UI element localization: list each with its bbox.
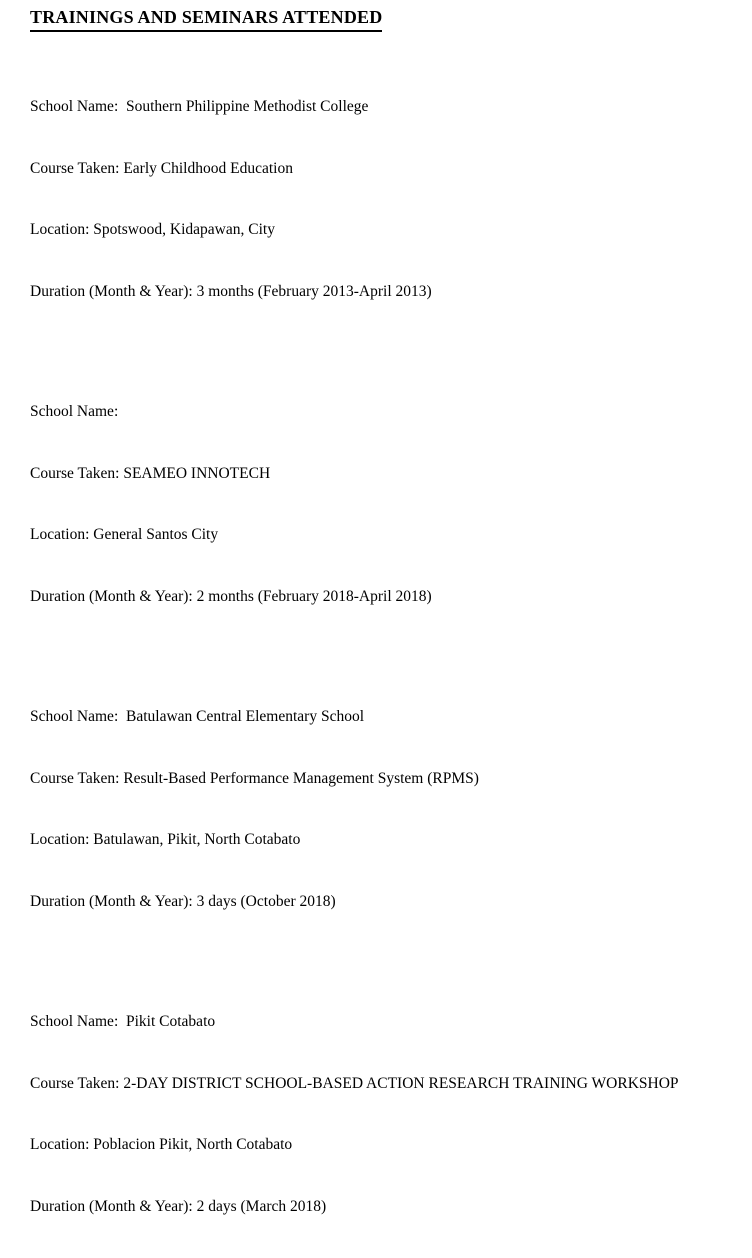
duration-line: Duration (Month & Year): 2 days (March 2018)	[30, 1197, 327, 1215]
location-line: Location: Poblacion Pikit, North Cotabato	[30, 1136, 293, 1153]
training-entry	[30, 56, 732, 343]
training-entry	[30, 361, 732, 648]
school-name-line: School Name: Southern Philippine Methodist College	[30, 98, 369, 115]
course-taken-line: Course Taken: 2-DAY DISTRICT SCHOOL-BASED ACTION RESEARCH TRAINING WORKSHOP	[30, 1074, 679, 1092]
section-title: TRAININGS AND SEMINARS ATTENDED	[30, 6, 382, 32]
location-line: Location: General Santos City	[30, 526, 219, 543]
duration-line: Duration (Month & Year): 3 days (October 2018)	[30, 892, 336, 910]
location-line: Location: Spotswood, Kidapawan, City	[30, 221, 275, 238]
training-entry	[30, 666, 732, 953]
course-taken-line: Course Taken: Result-Based Performance Management System (RPMS)	[30, 769, 479, 787]
course-taken-line: Course Taken: Early Childhood Education	[30, 159, 293, 177]
school-name-line: School Name: Batulawan Central Elementary School	[30, 708, 365, 725]
duration-line: Duration (Month & Year): 3 months (February 2013-April 2013)	[30, 282, 432, 300]
training-entries-list	[30, 56, 732, 1258]
training-entry	[30, 971, 732, 1258]
school-name-line: School Name:	[30, 403, 119, 420]
school-name-line: School Name: Pikit Cotabato	[30, 1013, 216, 1030]
duration-line: Duration (Month & Year): 2 months (February 2018-April 2018)	[30, 587, 432, 605]
location-line: Location: Batulawan, Pikit, North Cotabato	[30, 831, 301, 848]
course-taken-line: Course Taken: SEAMEO INNOTECH	[30, 464, 271, 482]
